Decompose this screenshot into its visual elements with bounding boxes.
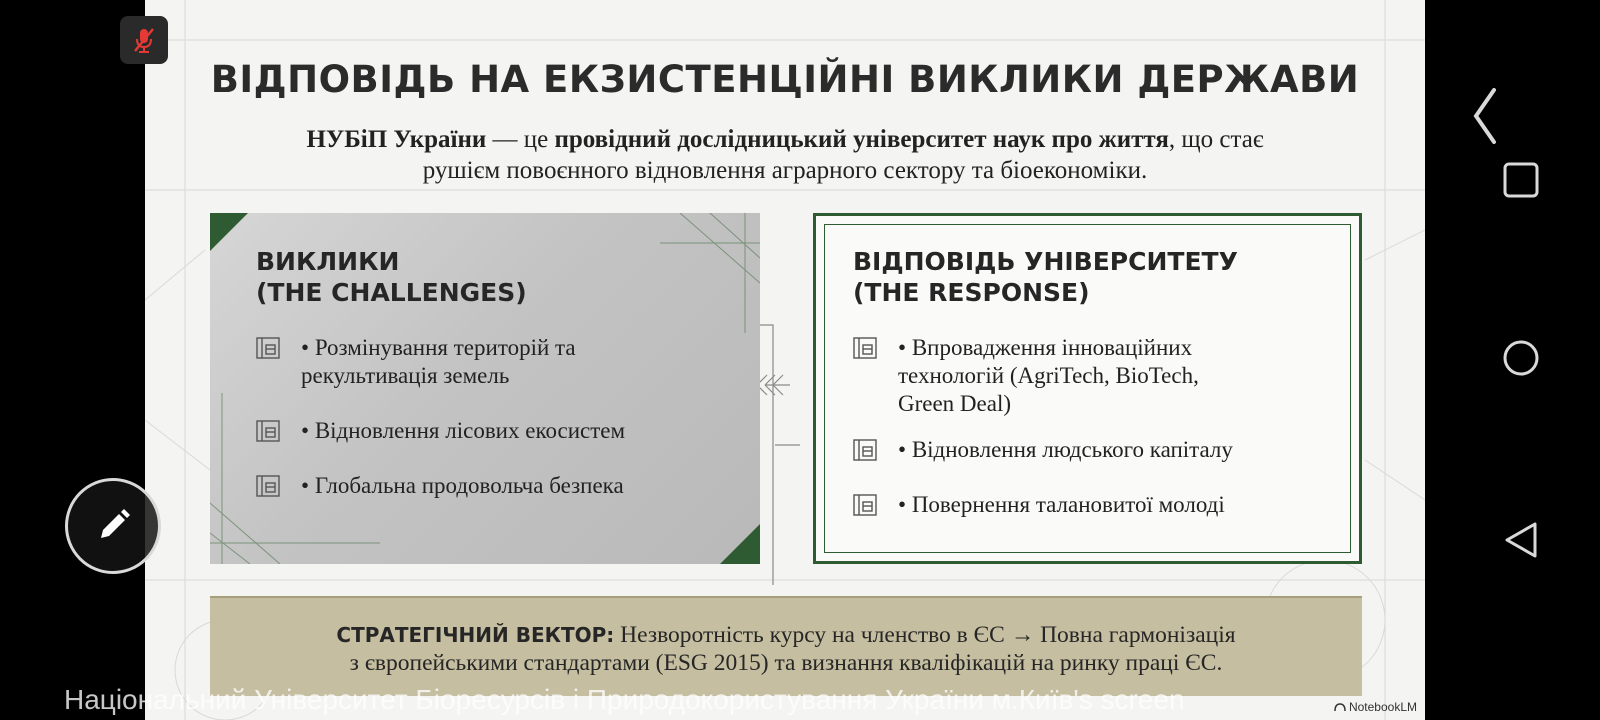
response-item (853, 334, 1333, 418)
response-heading (853, 246, 1238, 308)
challenge-item-text: • Глобальна продовольча безпека (301, 472, 736, 500)
triangle-back-icon (1503, 521, 1539, 559)
collapse-button[interactable] (1465, 86, 1505, 146)
subtitle-text: — це (486, 126, 555, 153)
response-item (853, 436, 1333, 464)
response-item-text: • Повернення талановитої молоді (898, 491, 1333, 519)
challenges-heading-line2: (THE CHALLENGES) (256, 278, 527, 307)
challenge-item-text-cont: рекультивація земель (301, 363, 510, 388)
circle-icon (1502, 339, 1540, 377)
challenge-item (256, 334, 736, 390)
blueprint-icon (853, 337, 877, 359)
challenge-item-text: • Розмінування територій та (301, 334, 736, 362)
response-item (853, 491, 1333, 519)
subtitle-bold-claim: провідний дослідницький університет наук про життя (554, 126, 1169, 153)
blueprint-icon (853, 439, 877, 461)
challenge-item (256, 472, 736, 500)
screen-share-caption: Національний Університет Біоресурсів і Природокористування України м.Київ's screen (64, 684, 1185, 715)
challenges-heading-line1: ВИКЛИКИ (256, 247, 400, 276)
response-list (853, 334, 1333, 519)
notebooklm-label: NotebookLM (1348, 700, 1417, 714)
recents-button[interactable] (1501, 160, 1541, 200)
subtitle-text-end: , що стає рушієм повоєнного відновлення аграрного сектору та біоекономіки. (422, 126, 1264, 184)
notebooklm-logo-icon (1334, 702, 1346, 712)
home-button[interactable] (1501, 338, 1541, 378)
blueprint-icon (853, 494, 877, 516)
challenges-list (256, 334, 736, 500)
challenge-item-text: • Відновлення лісових екосистем (301, 417, 736, 445)
notebooklm-brand (1334, 700, 1417, 714)
response-item-text: • Впровадження інноваційних (898, 334, 1333, 362)
slide-subtitle (275, 124, 1295, 186)
response-heading-line1: ВІДПОВІДЬ УНІВЕРСИТЕТУ (853, 247, 1238, 276)
strategic-vector-line1: Незворотність курсу на членство в ЄС → Повна гармонізація (614, 622, 1236, 648)
response-card (813, 213, 1362, 564)
strategic-vector-line2: з європейськими стандартами (ESG 2015) та визнання кваліфікацій на ринку праці ЄС. (349, 650, 1223, 676)
back-button[interactable] (1501, 520, 1541, 560)
slide-title: ВІДПОВІДЬ НА ЕКЗИСТЕНЦІЙНІ ВИКЛИКИ ДЕРЖАВИ (210, 58, 1360, 101)
challenges-heading (256, 246, 527, 308)
challenges-card (210, 213, 760, 564)
strategic-vector-bar (210, 596, 1362, 696)
response-item-text-cont: технологій (AgriTech, BioTech, (898, 363, 1199, 388)
system-navigation (1425, 0, 1600, 720)
chevron-left-icon (1472, 88, 1498, 144)
blueprint-icon (256, 337, 280, 359)
response-heading-line2: (THE RESPONSE) (853, 278, 1090, 307)
shared-slide (145, 0, 1425, 720)
blueprint-icon (256, 475, 280, 497)
response-item-text: • Відновлення людського капіталу (898, 436, 1333, 464)
mic-toggle-button[interactable] (120, 16, 168, 64)
pencil-icon (93, 506, 133, 546)
challenge-item (256, 417, 736, 445)
annotate-button[interactable] (65, 478, 161, 574)
subtitle-bold-org: НУБіП України (306, 126, 487, 153)
mic-off-icon (129, 25, 159, 55)
square-icon (1503, 162, 1539, 198)
blueprint-icon (256, 420, 280, 442)
response-item-text-cont2: Green Deal) (898, 391, 1012, 416)
strategic-vector-label: СТРАТЕГІЧНИЙ ВЕКТОР: (336, 623, 615, 647)
strategic-vector-text (270, 621, 1302, 677)
